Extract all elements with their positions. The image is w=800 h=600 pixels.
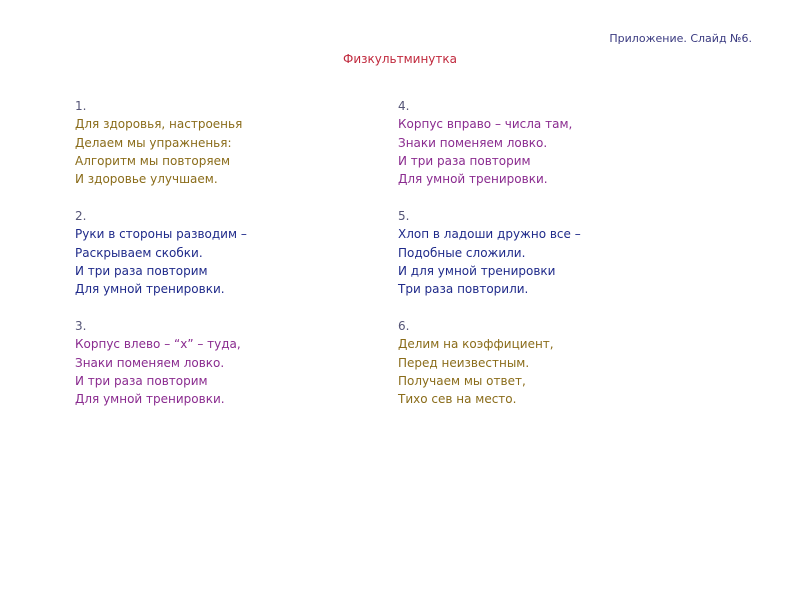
stanza-line: Подобные сложили. xyxy=(398,245,526,260)
stanza-line: Делаем мы упражненья: xyxy=(75,135,232,150)
stanza-number: 1. xyxy=(75,99,87,113)
stanza-2 xyxy=(75,207,375,298)
stanza-line: Перед неизвестным. xyxy=(398,355,530,370)
stanza-line: И три раза повторим xyxy=(398,153,531,168)
stanza-line: Три раза повторили. xyxy=(398,282,529,297)
stanza-line: Хлоп в ладоши дружно все – xyxy=(398,227,581,242)
stanza-line: Знаки поменяем ловко. xyxy=(398,135,548,150)
stanza-line: Делим на коэффициент, xyxy=(398,337,554,352)
stanza-line: Знаки поменяем ловко. xyxy=(75,355,225,370)
stanza-line: Для здоровья, настроенья xyxy=(75,117,243,132)
stanza-5 xyxy=(398,207,698,298)
stanza-3 xyxy=(75,317,375,408)
stanza-line: Руки в стороны разводим – xyxy=(75,227,247,242)
stanza-number: 2. xyxy=(75,208,87,223)
stanza-number: 4. xyxy=(398,99,410,113)
stanza-line: И для умной тренировки xyxy=(398,263,556,278)
right-column xyxy=(398,97,698,427)
stanza-line: Для умной тренировки. xyxy=(75,282,225,297)
stanza-line: Получаем мы ответ, xyxy=(398,373,526,388)
stanza-line: И здоровье улучшаем. xyxy=(75,172,218,187)
stanza-number: 3. xyxy=(75,318,87,333)
stanza-line: И три раза повторим xyxy=(75,373,208,388)
stanza-6 xyxy=(398,317,698,408)
left-column xyxy=(75,97,375,427)
stanza-line: И три раза повторим xyxy=(75,263,208,278)
stanza-number: 6. xyxy=(398,318,410,333)
stanza-line: Раскрываем скобки. xyxy=(75,245,203,260)
appendix-label: Приложение. Слайд №6. xyxy=(609,32,752,45)
stanza-1 xyxy=(75,97,375,188)
stanza-line: Корпус вправо – числа там, xyxy=(398,117,573,132)
stanza-line: Корпус влево – “х” – туда, xyxy=(75,337,241,352)
stanza-line: Для умной тренировки. xyxy=(75,392,225,407)
stanza-4 xyxy=(398,97,698,188)
page-title: Физкультминутка xyxy=(343,52,457,66)
stanza-line: Для умной тренировки. xyxy=(398,172,548,187)
stanza-line: Алгоритм мы повторяем xyxy=(75,153,231,168)
stanza-line: Тихо сев на место. xyxy=(398,392,517,407)
stanza-number: 5. xyxy=(398,208,410,223)
